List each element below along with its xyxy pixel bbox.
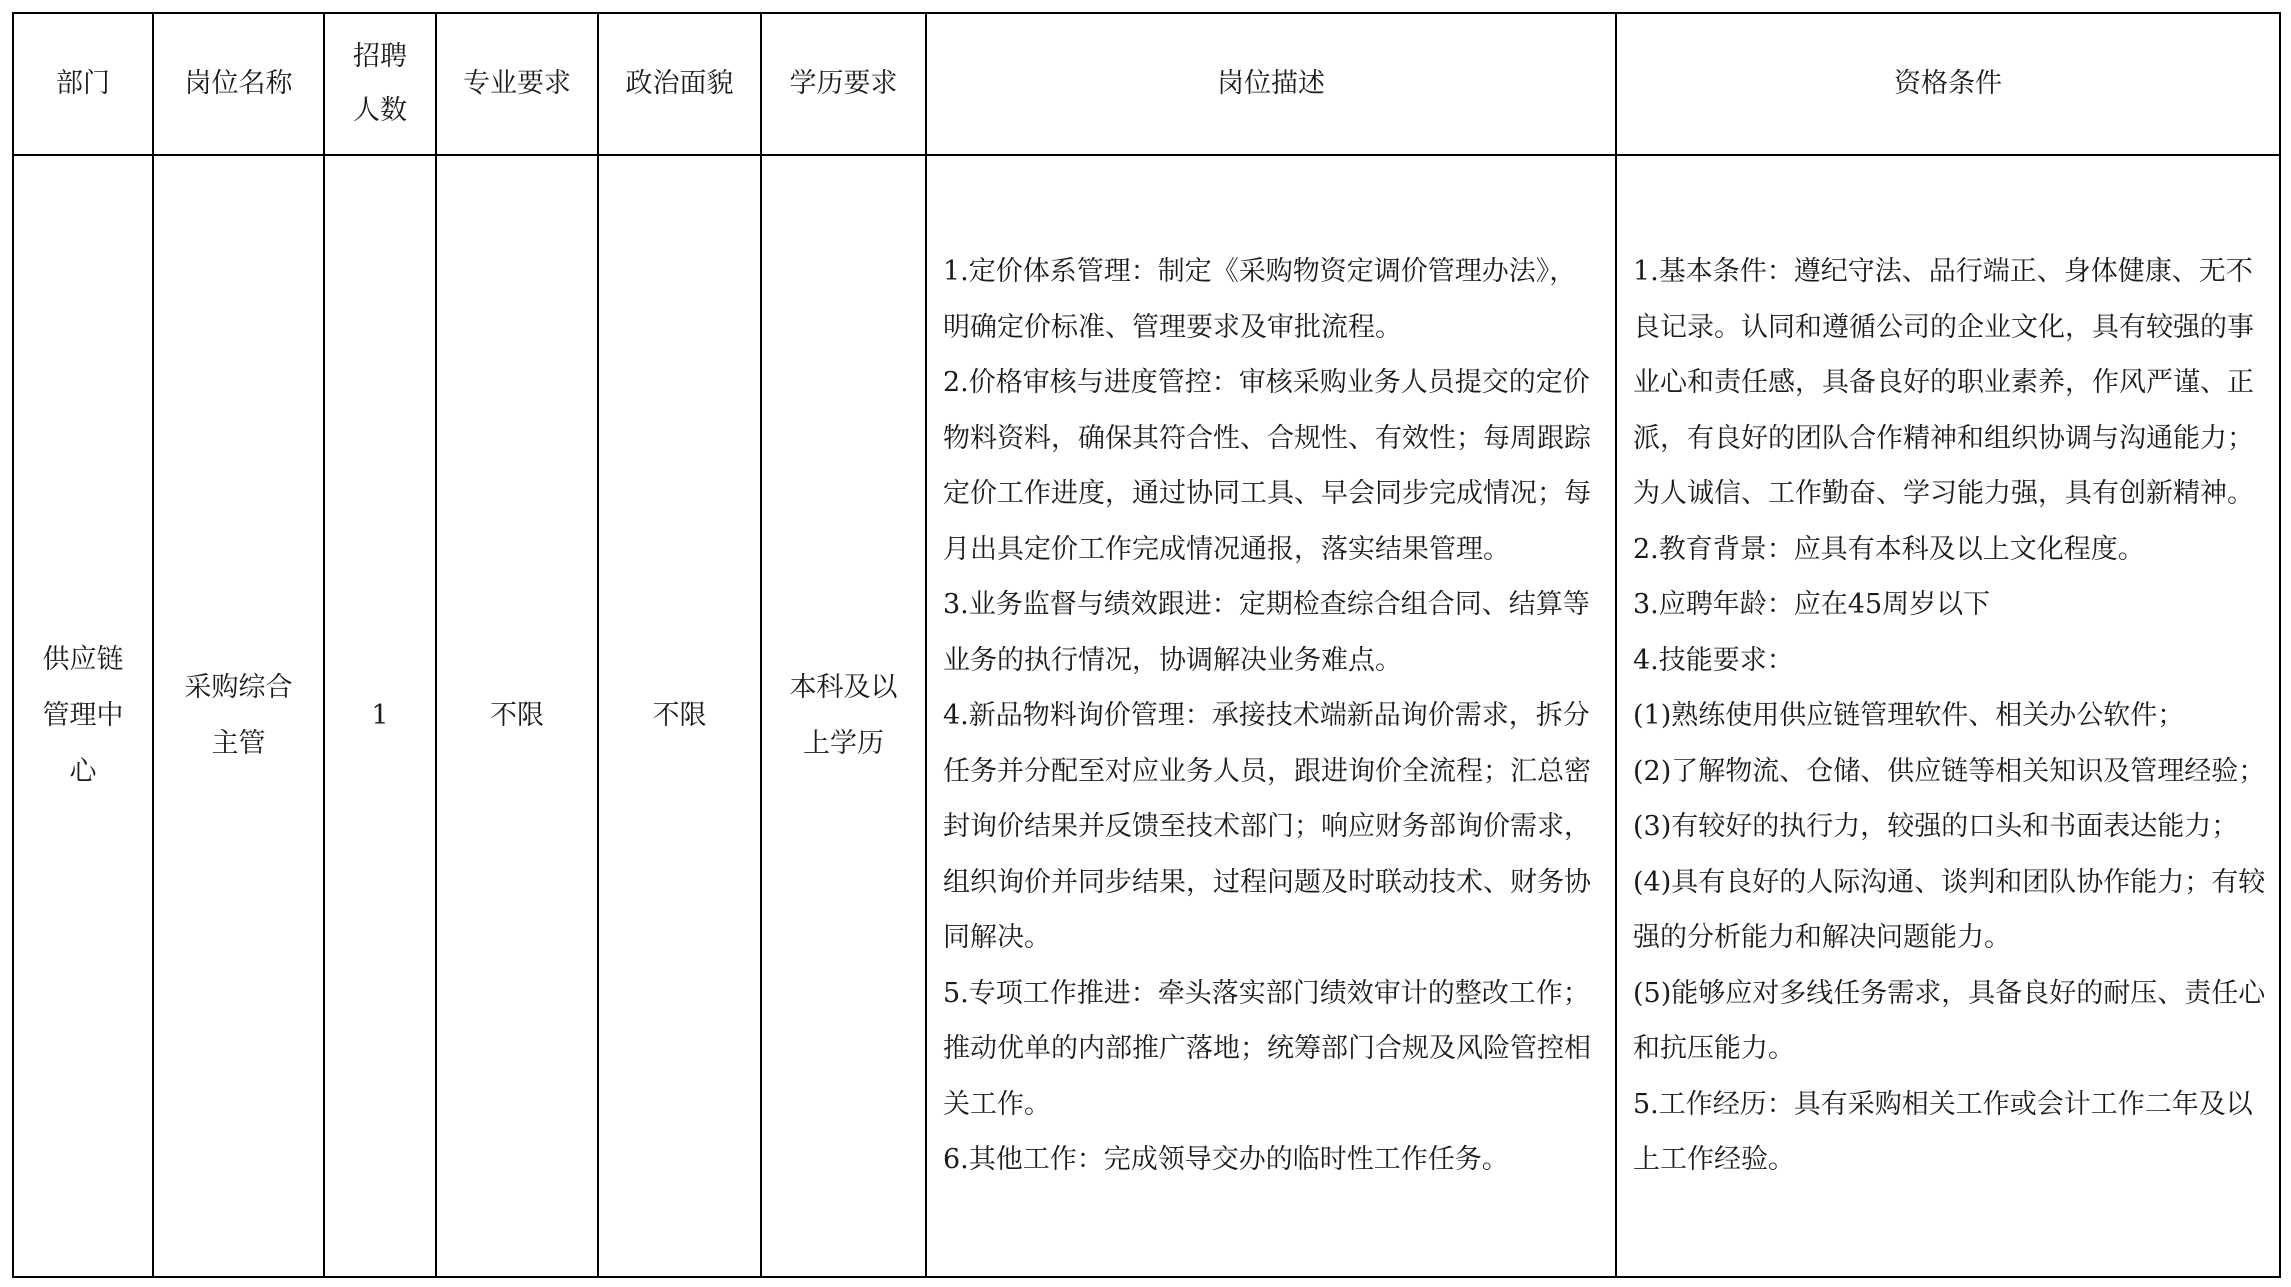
job-posting-table bbox=[12, 12, 2281, 1278]
cell-department bbox=[13, 155, 153, 1277]
qualifications-list bbox=[1617, 244, 2279, 1188]
cell-headcount: 1 bbox=[324, 155, 436, 1277]
education-value: 本科及以上学历 bbox=[789, 672, 898, 759]
header-qualifications: 资格条件 bbox=[1616, 13, 2280, 155]
description-item: 4.新品物料询价管理：承接技术端新品询价需求，拆分任务并分配至对应业务人员，跟进询价全流程；汇总密封询价结果并反馈至技术部门；响应财务部询价需求，组织询价并同步结果，过程问题及时联动技术、财务协同解决。 bbox=[943, 700, 1591, 954]
header-headcount bbox=[324, 13, 436, 155]
qualification-item: (2)了解物流、仓储、供应链等相关知识及管理经验； bbox=[1633, 755, 2266, 787]
header-description: 岗位描述 bbox=[926, 13, 1616, 155]
position-value: 采购综合主管 bbox=[184, 672, 293, 759]
header-major: 专业要求 bbox=[436, 13, 598, 155]
cell-position bbox=[153, 155, 324, 1277]
description-item: 2.价格审核与进度管控：审核采购业务人员提交的定价物料资料，确保其符合性、合规性、有效性；每周跟踪定价工作进度，通过协同工具、早会同步完成情况；每月出具定价工作完成情况通报，落实结果管理。 bbox=[943, 367, 1591, 565]
description-item: 1.定价体系管理：制定《采购物资定调价管理办法》，明确定价标准、管理要求及审批流程。 bbox=[943, 256, 1577, 343]
header-department: 部门 bbox=[13, 13, 153, 155]
description-item: 3.业务监督与绩效跟进：定期检查综合组合同、结算等业务的执行情况，协调解决业务难点。 bbox=[943, 589, 1590, 676]
header-row bbox=[13, 13, 2280, 155]
description-list bbox=[927, 244, 1615, 1188]
description-item: 5.专项工作推进：牵头落实部门绩效审计的整改工作；推动优单的内部推广落地；统筹部门合规及风险管控相关工作。 bbox=[943, 977, 1591, 1120]
qualification-item: 4.技能要求： bbox=[1633, 644, 1794, 676]
qualification-item: 1.基本条件：遵纪守法、品行端正、身体健康、无不良记录。认同和遵循公司的企业文化，具有较强的事业心和责任感，具备良好的职业素养，作风严谨、正派，有良好的团队合作精神和组织协调与沟通能力；为人诚信、工作勤奋、学习能力强，具有创新精神。 bbox=[1633, 256, 2254, 510]
description-item: 6.其他工作：完成领导交办的临时性工作任务。 bbox=[943, 1144, 1509, 1176]
cell-major: 不限 bbox=[436, 155, 598, 1277]
qualification-item: 3.应聘年龄：应在45周岁以下 bbox=[1633, 589, 1991, 621]
qualification-item: (4)具有良好的人际沟通、谈判和团队协作能力；有较强的分析能力和解决问题能力。 bbox=[1633, 866, 2266, 954]
qualification-item: 2.教育背景：应具有本科及以上文化程度。 bbox=[1633, 533, 2145, 565]
qualification-item: 5.工作经历：具有采购相关工作或会计工作二年及以上工作经验。 bbox=[1633, 1088, 2253, 1176]
cell-education bbox=[761, 155, 926, 1277]
qualification-item: (1)熟练使用供应链管理软件、相关办公软件； bbox=[1633, 700, 2185, 732]
cell-description bbox=[926, 155, 1616, 1277]
qualification-item: (3)有较好的执行力，较强的口头和书面表达能力； bbox=[1633, 811, 2239, 843]
qualification-item: (5)能够应对多线任务需求，具备良好的耐压、责任心和抗压能力。 bbox=[1633, 977, 2266, 1065]
cell-qualifications bbox=[1616, 155, 2280, 1277]
header-headcount-label: 招聘人数 bbox=[353, 41, 407, 126]
table-row bbox=[13, 155, 2280, 1277]
header-education: 学历要求 bbox=[761, 13, 926, 155]
cell-political-status: 不限 bbox=[598, 155, 761, 1277]
header-political-status: 政治面貌 bbox=[598, 13, 761, 155]
department-value: 供应链管理中心 bbox=[42, 644, 124, 787]
header-position: 岗位名称 bbox=[153, 13, 324, 155]
